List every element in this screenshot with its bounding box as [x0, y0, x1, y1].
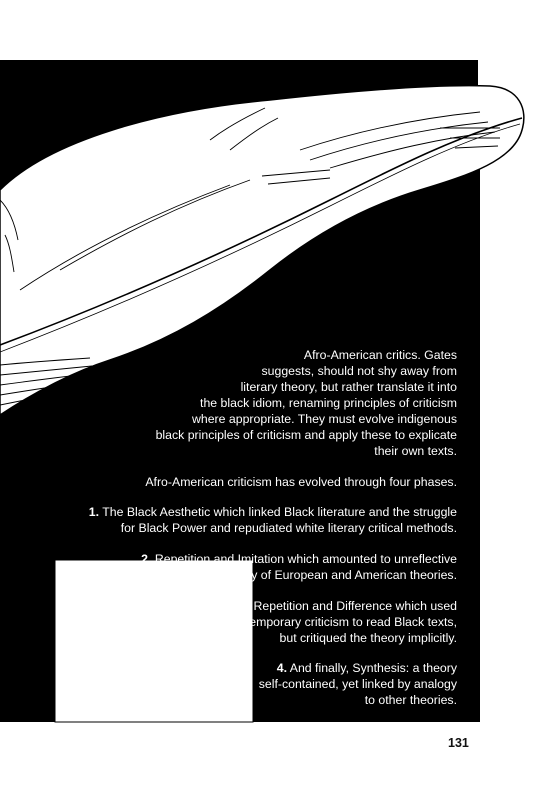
phases-intro: Afro-American criticism has evolved through four phases.	[145, 475, 457, 489]
phase-1	[89, 504, 457, 536]
phase-text: mimicry of European and American theories.	[215, 568, 457, 582]
phase-number: 2.	[141, 552, 152, 566]
intro-line: their own texts.	[374, 444, 457, 458]
page-number: 131	[448, 736, 469, 750]
intro-line: black principles of criticism and apply these to explicate	[155, 428, 457, 442]
phase-3	[226, 598, 457, 646]
phase-number: 4.	[276, 661, 288, 675]
intro-line: literary theory, but rather translate it into	[240, 380, 457, 394]
phase-2	[141, 551, 457, 583]
phase-4	[259, 660, 457, 708]
phase-text: to other theories.	[364, 693, 457, 707]
phase-number: 1.	[88, 505, 100, 519]
phase-text: Repetition and Difference which used	[253, 599, 457, 613]
phase-text: for Black Power and repudiated white literary critical methods.	[120, 521, 457, 535]
intro-paragraph	[156, 347, 457, 459]
phase-text: self-contained, yet linked by analogy	[258, 677, 457, 691]
phase-text: contemporary criticism to read Black texts,	[226, 615, 457, 629]
intro-line: where appropriate. They must evolve indigenous	[192, 412, 457, 426]
phase-number: 3.	[239, 599, 251, 613]
phase-text: And finally, Synthesis: a theory	[289, 661, 457, 675]
phase-text: but critiqued the theory implicitly.	[279, 631, 457, 645]
white-inset-box	[55, 560, 253, 722]
intro-line: Afro-American critics. Gates	[303, 348, 457, 362]
intro-line: suggests, should not shy away from	[261, 364, 457, 378]
intro-line: the black idiom, renaming principles of criticism	[200, 396, 457, 410]
phase-text: The Black Aesthetic which linked Black literature and the struggle	[102, 505, 457, 519]
phase-text: Repetition and Imitation which amounted to unreflective	[154, 552, 457, 566]
